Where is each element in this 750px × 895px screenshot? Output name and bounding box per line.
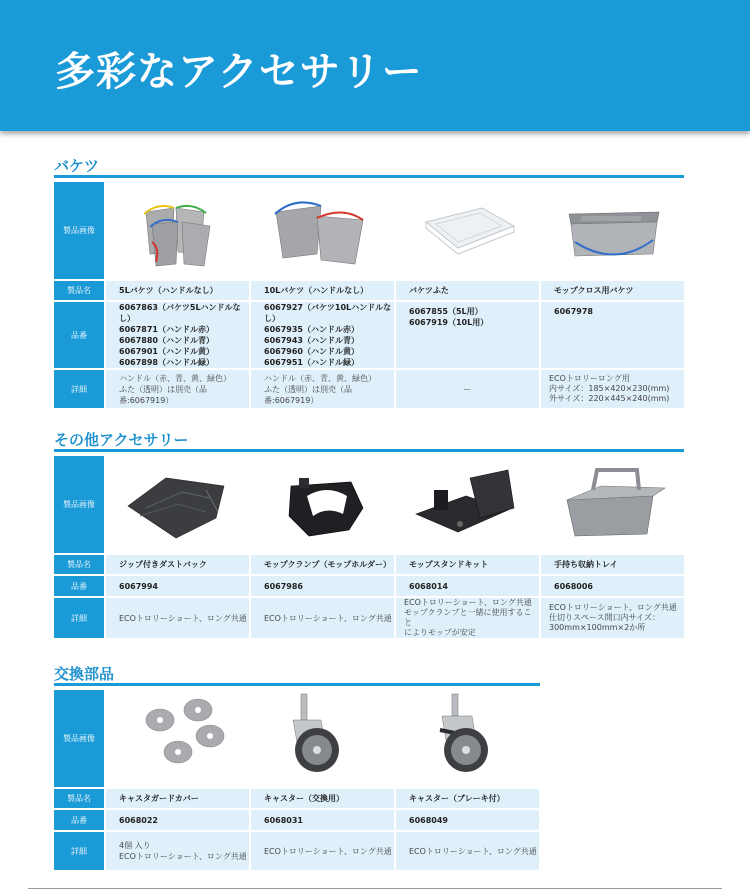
row-label-name: 製品名 bbox=[54, 281, 104, 300]
product-image-10l-bucket bbox=[251, 182, 394, 279]
product-name: キャスター（ブレーキ付） bbox=[396, 789, 539, 808]
product-codes: 6067994 bbox=[106, 576, 249, 596]
product-details: ECOトロリーショート、ロング共通 モップクランプと一緒に使用すること によりモップが安定 bbox=[396, 598, 539, 638]
product-name: バケツふた bbox=[396, 281, 539, 300]
product-image-dust-bag bbox=[106, 456, 249, 553]
product-codes: 6068022 bbox=[106, 810, 249, 830]
product-codes: 6067927（バケツ10Lハンドルなし） 6067935（ハンドル赤） 6067943（ハンドル青） 6067960（ハンドル黄） 6067951（ハンドル緑） bbox=[251, 302, 394, 368]
spec-table bbox=[52, 454, 686, 640]
product-name: キャスタガードカバー bbox=[106, 789, 249, 808]
product-image-caster-brake bbox=[396, 690, 539, 787]
row-label-code: 品番 bbox=[54, 302, 104, 368]
product-name: ジップ付きダストバック bbox=[106, 555, 249, 574]
spec-table bbox=[52, 688, 541, 872]
product-name: モップスタンドキット bbox=[396, 555, 539, 574]
spec-table bbox=[52, 180, 686, 410]
product-codes: 6068049 bbox=[396, 810, 539, 830]
section-title: 交換部品 bbox=[54, 663, 540, 686]
product-codes: 6068014 bbox=[396, 576, 539, 596]
product-details: ECOトロリーショート、ロング共通 bbox=[251, 598, 394, 638]
product-image-bucket-lid bbox=[396, 182, 539, 279]
product-details: ー bbox=[396, 370, 539, 408]
section-other-accessories bbox=[54, 429, 684, 640]
footer-divider bbox=[28, 888, 722, 889]
product-details: ECOトロリーショート、ロング共通 仕切りスペース開口内サイズ： 300mm×100mm×2か所 bbox=[541, 598, 684, 638]
product-name: 手持ち収納トレイ bbox=[541, 555, 684, 574]
product-details: 4個 入り ECOトロリーショート、ロング共通 bbox=[106, 832, 249, 870]
row-label-detail: 詳細 bbox=[54, 832, 104, 870]
product-codes: 6068031 bbox=[251, 810, 394, 830]
product-details: ECOトロリーショート、ロング共通 bbox=[106, 598, 249, 638]
row-label-name: 製品名 bbox=[54, 789, 104, 808]
section-buckets bbox=[54, 155, 684, 410]
row-label-image: 製品画像 bbox=[54, 690, 104, 787]
product-codes: 6067986 bbox=[251, 576, 394, 596]
row-label-image: 製品画像 bbox=[54, 456, 104, 553]
page-banner bbox=[0, 0, 750, 131]
section-title: その他アクセサリー bbox=[54, 429, 684, 452]
product-name: モップクロス用バケツ bbox=[541, 281, 684, 300]
product-image-mop-stand-kit bbox=[396, 456, 539, 553]
row-label-name: 製品名 bbox=[54, 555, 104, 574]
product-codes: 6067855（5L用） 6067919（10L用） bbox=[396, 302, 539, 368]
row-label-code: 品番 bbox=[54, 810, 104, 830]
product-codes: 6067978 bbox=[541, 302, 684, 368]
product-image-mop-cloth-bucket bbox=[541, 182, 684, 279]
product-details: ハンドル（赤、青、黄、緑色） ふた（透明）は別売（品番:6067919） bbox=[106, 370, 249, 408]
product-image-caster-guard-cover bbox=[106, 690, 249, 787]
product-name: 10Lバケツ（ハンドルなし） bbox=[251, 281, 394, 300]
product-details: ECOトロリーロング用 内サイズ：185×420×230(mm) 外サイズ：220×445×240(mm) bbox=[541, 370, 684, 408]
row-label-detail: 詳細 bbox=[54, 598, 104, 638]
page-title: 多彩なアクセサリー bbox=[55, 49, 423, 95]
product-details: ECOトロリーショート、ロング共通 bbox=[251, 832, 394, 870]
section-replacement-parts bbox=[54, 663, 540, 872]
product-name: キャスター（交換用） bbox=[251, 789, 394, 808]
row-label-detail: 詳細 bbox=[54, 370, 104, 408]
product-codes: 6067863（バケツ5Lハンドルなし） 6067871（ハンドル赤） 6067880（ハンドル青） 6067901（ハンドル黄） 6067898（ハンドル緑） bbox=[106, 302, 249, 368]
product-image-5l-bucket bbox=[106, 182, 249, 279]
product-image-mop-clamp bbox=[251, 456, 394, 553]
product-details: ハンドル（赤、青、黄、緑色） ふた（透明）は別売（品番:6067919） bbox=[251, 370, 394, 408]
product-name: 5Lバケツ（ハンドルなし） bbox=[106, 281, 249, 300]
row-label-image: 製品画像 bbox=[54, 182, 104, 279]
product-image-carry-tray bbox=[541, 456, 684, 553]
product-details: ECOトロリーショート、ロング共通 bbox=[396, 832, 539, 870]
product-image-caster-replacement bbox=[251, 690, 394, 787]
section-title: バケツ bbox=[54, 155, 684, 178]
product-codes: 6068006 bbox=[541, 576, 684, 596]
row-label-code: 品番 bbox=[54, 576, 104, 596]
product-name: モップクランプ（モップホルダー） bbox=[251, 555, 394, 574]
